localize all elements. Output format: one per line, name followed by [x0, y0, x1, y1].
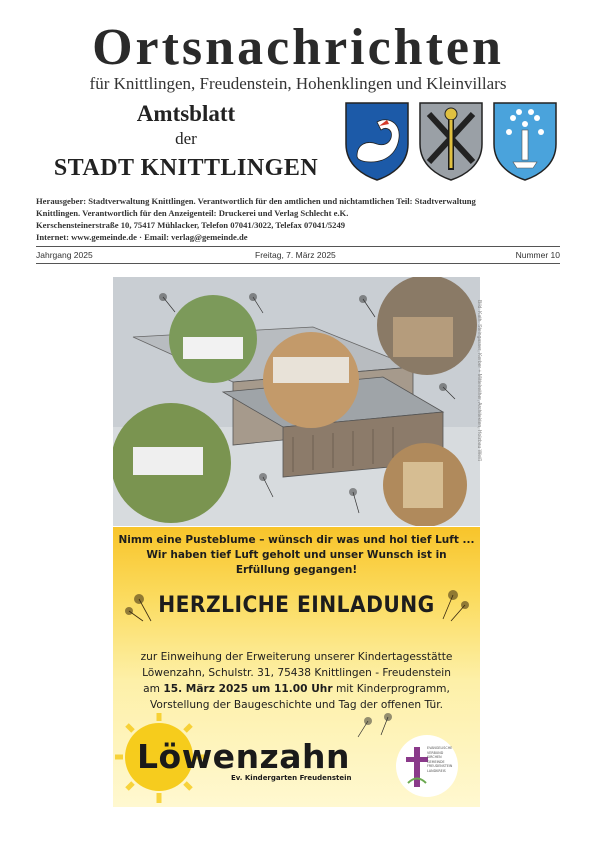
collage-illustration: [113, 277, 480, 526]
staff-crest-icon: [417, 100, 485, 182]
issue-date: Freitag, 7. März 2025: [255, 250, 336, 260]
body-pre: am: [143, 683, 164, 695]
poster-body-line: zur Einweihung der Erweiterung unserer Kindertagesstätte: [140, 651, 453, 663]
kindergarten-collage-image: [113, 277, 480, 526]
amtsblatt-block: [36, 100, 336, 186]
publisher-contact: Internet: www.gemeinde.de · Email: verlag@gemeinde.de: [36, 232, 248, 242]
issue-info-bar: [36, 246, 560, 264]
event-date: 15. März 2025 um 11.00 Uhr: [163, 683, 333, 695]
candle-crest-icon: [491, 100, 559, 182]
poster-body-line: [113, 681, 480, 697]
amtsblatt-label: Amtsblatt: [136, 101, 236, 126]
publisher-info: [36, 195, 560, 243]
body-post: mit Kinderprogramm,: [332, 683, 450, 695]
der-label: der: [175, 129, 197, 148]
coat-of-arms-group: [343, 100, 558, 184]
poster-intro-line: Erfüllung gegangen!: [235, 564, 358, 576]
issue-year: Jahrgang 2025: [36, 250, 93, 260]
publisher-line: Knittlingen. Verantwortlich für den Anzeigenteil: Druckerei und Verlag Schlecht e.K.: [36, 208, 349, 218]
masthead-subtitle: für Knittlingen, Freudenstein, Hohenklingen und Kleinvillars: [89, 74, 507, 93]
loewenzahn-subtitle: Ev. Kindergarten Freudenstein: [231, 774, 352, 782]
poster-intro-line: Wir haben tief Luft geholt und unser Wunsch ist in: [146, 549, 447, 561]
photo-credit: Bild: Kath. Steingasser, Kerber + Mittelreither, Architekten, Holzbau Weiß: [476, 300, 482, 462]
swan-crest-icon: [343, 100, 411, 182]
loewenzahn-logo: Löwenzahn: [137, 737, 351, 776]
masthead-title: Ortsnachrichten: [92, 19, 504, 76]
issue-number: Nummer 10: [515, 250, 560, 260]
cross-icon: [406, 747, 428, 787]
publisher-line: Herausgeber: Stadtverwaltung Knittlingen. Verantwortlich für den amtlichen und nichtamtlichen Teil: Stadtverwaltung: [36, 196, 476, 206]
invitation-poster: [113, 527, 480, 807]
poster-headline: HERZLICHE EINLADUNG: [158, 593, 435, 618]
city-name: STADT KNITTLINGEN: [53, 155, 319, 181]
poster-body: [113, 649, 480, 713]
publisher-address: Kerschensteinerstraße 10, 75417 Mühlacker, Telefon 07041/3022, Telefax 07041/5249: [36, 220, 346, 230]
poster-intro-line: Nimm eine Pusteblume – wünsch dir was und hol tief Luft ...: [118, 534, 475, 546]
poster-body-line: Vorstellung der Baugeschichte und Tag der offenen Tür.: [150, 699, 443, 711]
poster-body-line: Löwenzahn, Schulstr. 31, 75438 Knittlingen - Freudenstein: [142, 667, 451, 679]
church-text: EVANGELISCHE VERBUND KIRCHEN GEMEINDE FREUDENSTEIN LANDKREIS: [427, 746, 453, 773]
poster-intro: [113, 533, 480, 578]
